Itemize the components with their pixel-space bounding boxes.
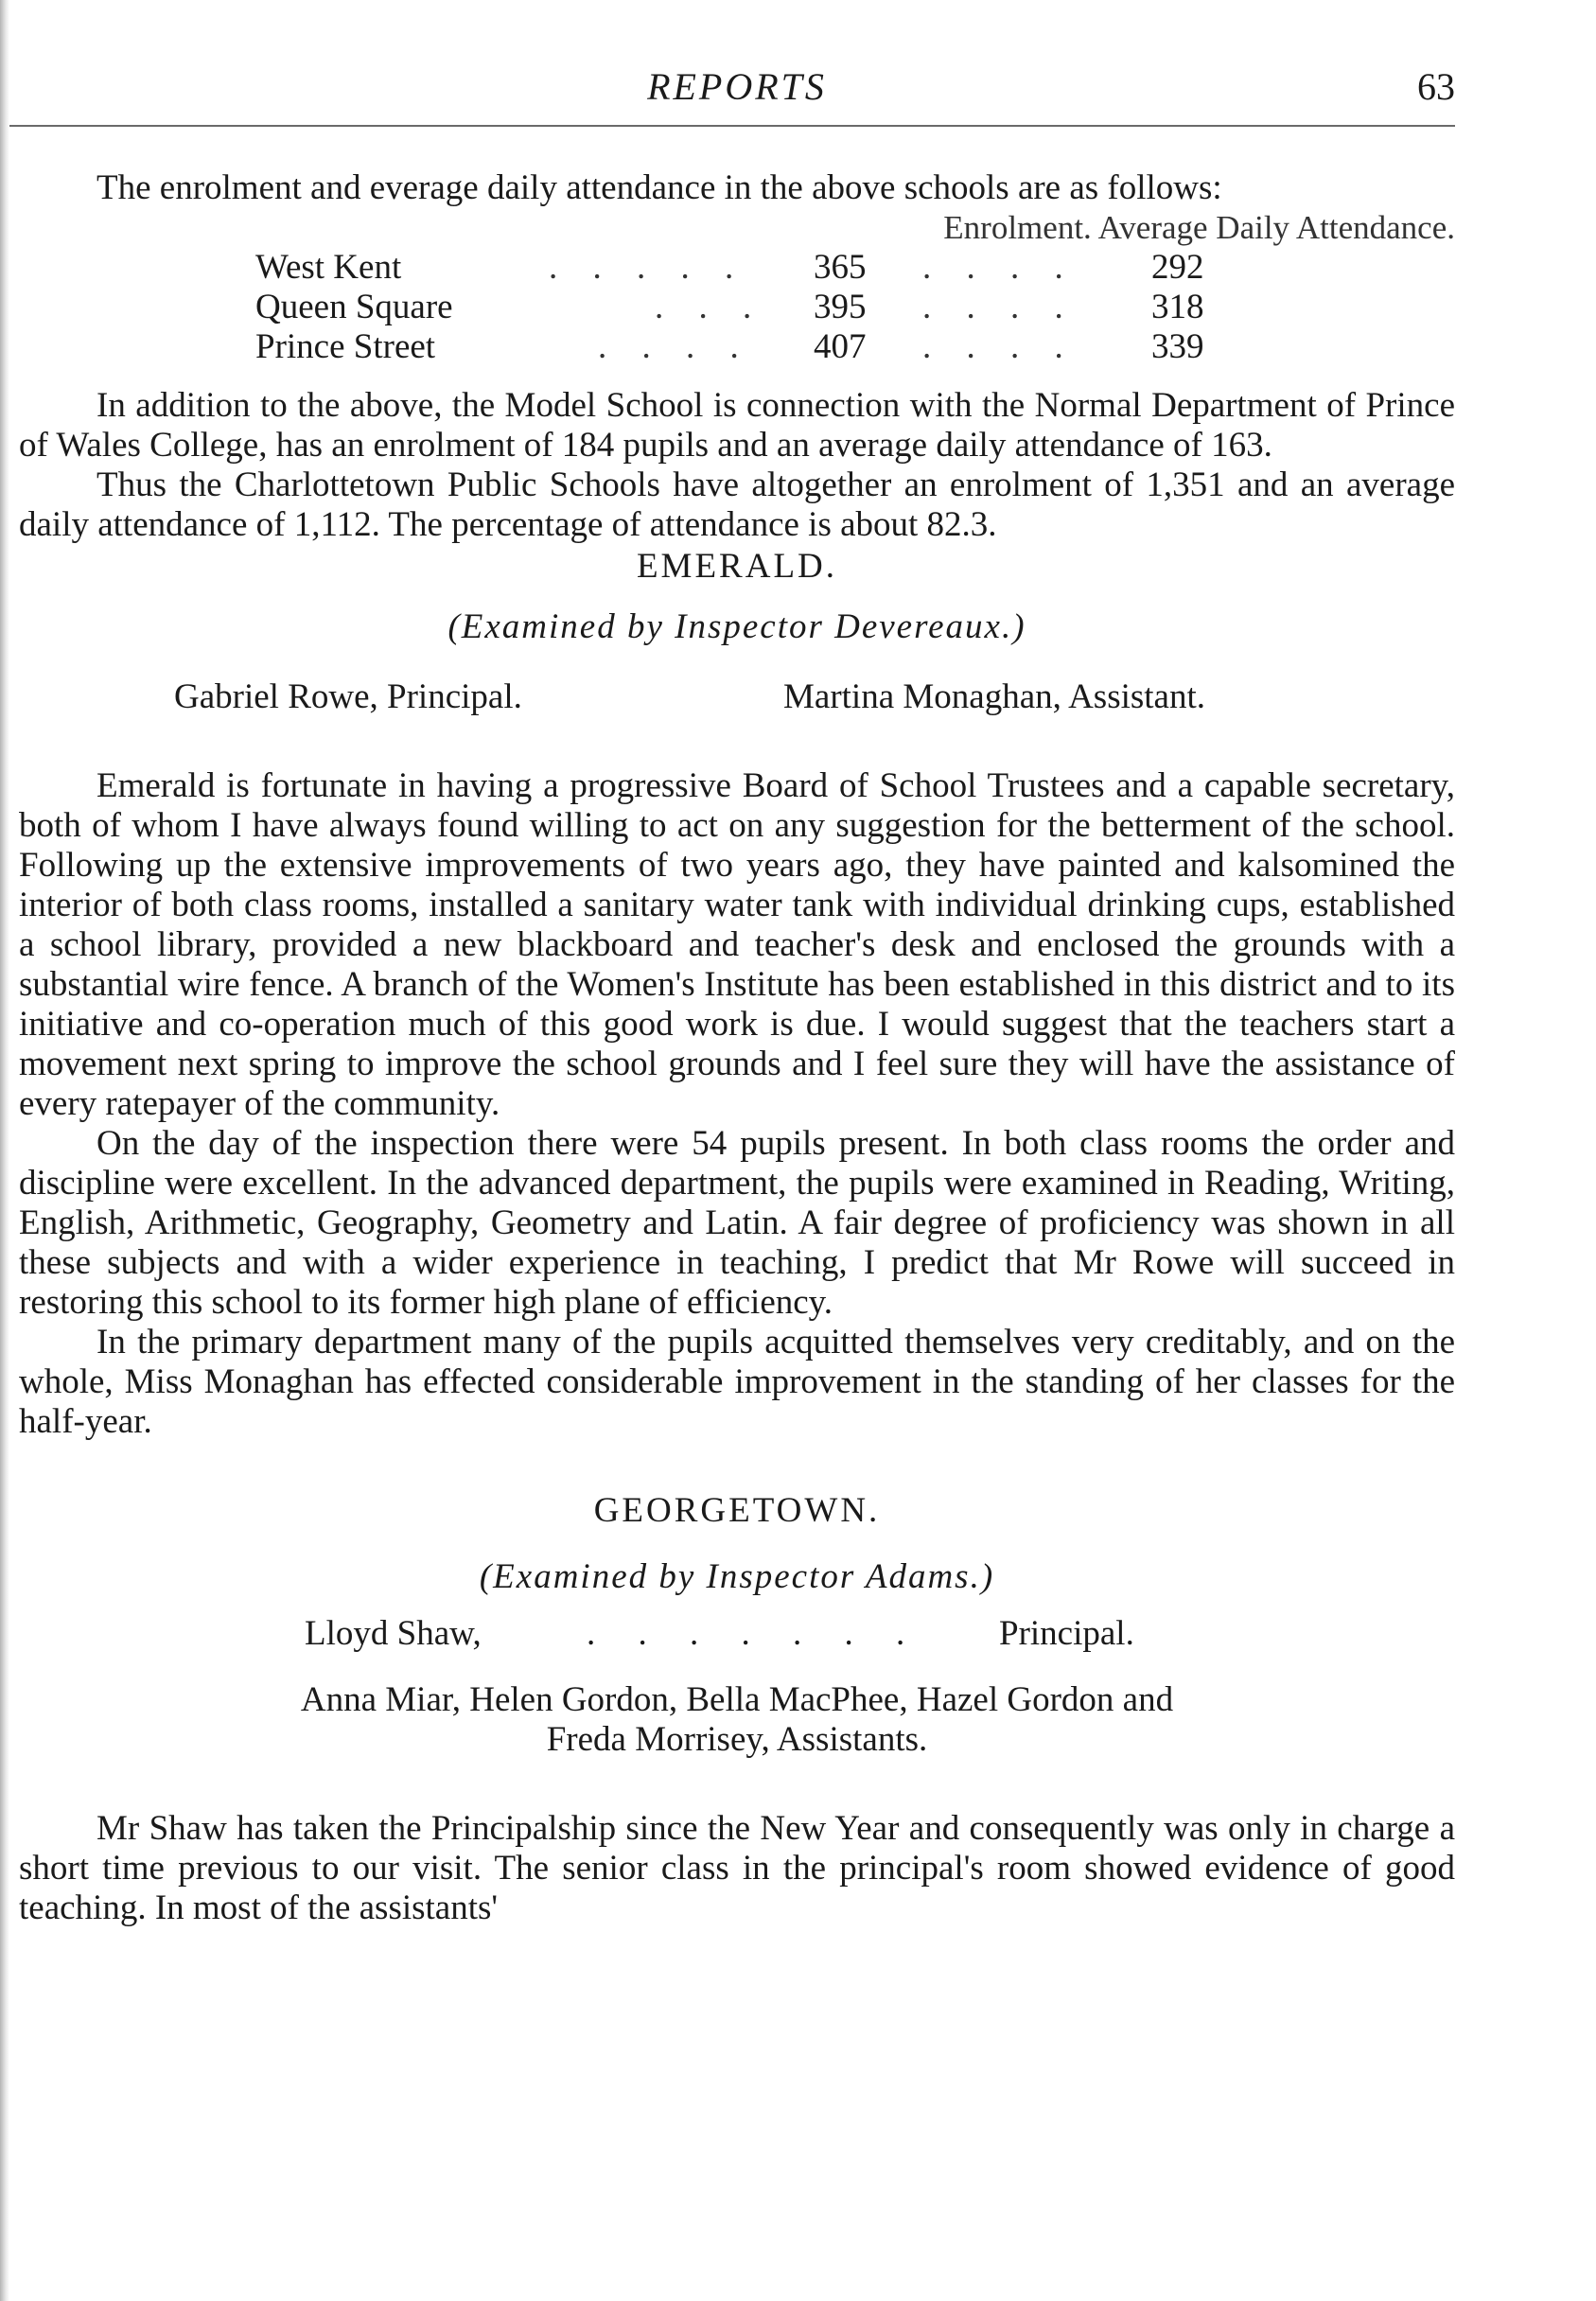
attendance-value: 339	[1151, 327, 1204, 366]
georgetown-paragraph: Mr Shaw has taken the Principalship since the New Year and consequently was only in charge a short time previous to our visit. The senior class in the principal's room showed evidence of good teaching. In most of the assistants'	[19, 1809, 1455, 1927]
examiner-line: (Examined by Inspector Adams.)	[479, 1557, 995, 1596]
table-row	[19, 288, 1455, 327]
principal-role: Principal.	[999, 1614, 1134, 1653]
running-head	[19, 64, 1455, 121]
leader-dots: . . . .	[922, 327, 1077, 366]
table-row	[19, 248, 1455, 288]
enrolment-value: 395	[814, 288, 867, 326]
scan-edge-shadow	[0, 0, 9, 2301]
assistants-line: Anna Miar, Helen Gordon, Bella MacPhee, Hazel Gordon and	[300, 1680, 1174, 1719]
principal-name: Gabriel Rowe, Principal.	[174, 677, 522, 716]
attendance-value: 292	[1151, 248, 1204, 287]
principal-name: Lloyd Shaw,	[305, 1614, 482, 1653]
leader-dots: . . . . .	[549, 248, 747, 287]
totals-paragraph: Thus the Charlottetown Public Schools have altogether an enrolment of 1,351 and an average daily attendance of 1,112. The percentage of attendance is about 82.3.	[19, 465, 1455, 544]
model-school-paragraph: In addition to the above, the Model School is connection with the Normal Department of Prince of Wales College, has an enrolment of 184 pupils and an average daily attendance of 163.	[19, 386, 1455, 465]
leader-dots: . . . .	[922, 248, 1077, 287]
school-name: West Kent	[255, 248, 402, 287]
attendance-value: 318	[1151, 288, 1204, 326]
staff-line	[19, 677, 1455, 717]
attendance-table	[19, 208, 1455, 375]
leader-dots: . . . . . . .	[587, 1614, 922, 1653]
leader-dots: . . . .	[598, 327, 752, 366]
examiner-line: (Examined by Inspector Devereaux.)	[447, 607, 1026, 646]
page-number: 63	[1417, 65, 1455, 108]
assistants-block	[19, 1680, 1455, 1760]
leader-dots: . . . .	[922, 288, 1077, 326]
assistants-line: Freda Morrisey, Assistants.	[546, 1720, 928, 1759]
section-title-georgetown: GEORGETOWN.	[593, 1491, 881, 1530]
leader-dots: . . .	[655, 288, 765, 326]
attendance-table-header: Enrolment. Average Daily Attendance.	[943, 209, 1455, 246]
running-title: REPORTS	[647, 65, 827, 108]
section-title-emerald: EMERALD.	[636, 547, 838, 586]
assistant-name: Martina Monaghan, Assistant.	[783, 677, 1206, 716]
body-text	[19, 168, 1455, 1928]
table-row	[19, 327, 1455, 367]
enrolment-value: 407	[814, 327, 867, 366]
enrolment-value: 365	[814, 248, 867, 287]
school-name: Prince Street	[255, 327, 436, 366]
staff-line	[19, 1614, 1455, 1654]
emerald-paragraph-3: In the primary department many of the pupils acquitted themselves very creditably, and on the whole, Miss Monaghan has effected considerable improvement in the standing of her classes for the half-year.	[19, 1323, 1455, 1441]
emerald-paragraph-2: On the day of the inspection there were 54 pupils present. In both class rooms the order and discipline were excellent. In the advanced department, the pupils were examined in Reading, Writing, English, Arithmetic, Geography, Geometry and Latin. A fair degree of proficiency was shown in all these subjects and with a wider experience in teaching, I predict that Mr Rowe will succeed in restoring this school to its former high plane of efficiency.	[19, 1124, 1455, 1322]
intro-paragraph: The enrolment and everage daily attendance in the above schools are as follows:	[96, 168, 1222, 207]
emerald-paragraph-1: Emerald is fortunate in having a progressive Board of School Trustees and a capable secretary, both of whom I have always found willing to act on any suggestion for the betterment of the school. Following up the extensive improvements of two years ago, they have painted and kalsomined the interior of both class rooms, installed a sanitary water tank with individual drinking cups, established a school library, provided a new blackboard and teacher's desk and enclosed the grounds with a substantial wire fence. A branch of the Women's Institute has been established in this district and to its initiative and co-operation much of this good work is due. I would suggest that the teachers start a movement next spring to improve the school grounds and I feel sure they will have the assistance of every ratepayer of the community.	[19, 766, 1455, 1123]
header-rule	[9, 125, 1455, 127]
school-name: Queen Square	[255, 288, 453, 326]
